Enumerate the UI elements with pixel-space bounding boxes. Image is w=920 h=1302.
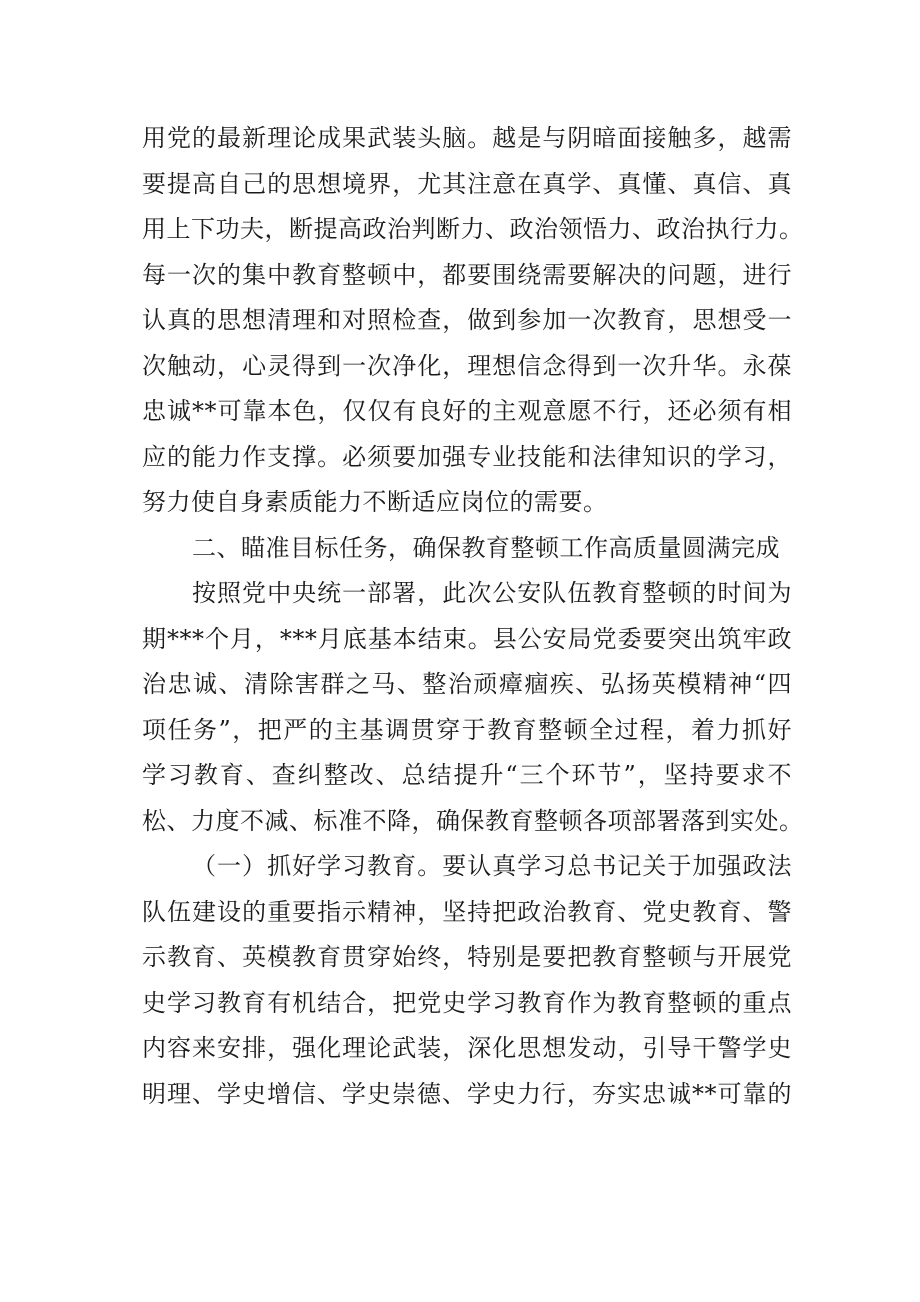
text-line: 项任务”，把严的主基调贯穿于教育整顿全过程，着力抓好 bbox=[142, 715, 792, 744]
text-line: 二、瞄准目标任务，确保教育整顿工作高质量圆满完成 bbox=[192, 533, 780, 562]
text-line: 忠诚**可靠本色，仅仅有良好的主观意愿不行，还必须有相 bbox=[142, 397, 792, 425]
text-line: 认真的思想清理和对照检查，做到参加一次教育，思想受一 bbox=[142, 306, 792, 334]
text-line: 每一次的集中教育整顿中，都要围绕需要解决的问题，进行 bbox=[142, 260, 792, 289]
text-line: 要提高自己的思想境界，尤其注意在真学、真懂、真信、真 bbox=[142, 169, 792, 198]
text-line: 次触动，心灵得到一次净化，理想信念得到一次升华。永葆 bbox=[142, 351, 792, 380]
text-line: 用上下功夫，断提高政治判断力、政治领悟力、政治执行力。 bbox=[142, 215, 804, 243]
text-line: 学习教育、查纠整改、总结提升“三个环节”，坚持要求不 bbox=[142, 761, 792, 789]
text-line: 松、力度不减、标准不降，确保教育整顿各项部署落到实处。 bbox=[142, 806, 804, 835]
text-line: 应的能力作支撑。必须要加强专业技能和法律知识的学习， bbox=[142, 442, 792, 471]
text-line: 用党的最新理论成果武装头脑。越是与阴暗面接触多，越需 bbox=[142, 124, 792, 152]
text-line: 队伍建设的重要指示精神，坚持把政治教育、党史教育、警 bbox=[142, 897, 792, 926]
text-line: 按照党中央统一部署，此次公安队伍教育整顿的时间为 bbox=[192, 579, 792, 607]
text-line: 期***个月，***月底基本结束。县公安局党委要突出筑牢政 bbox=[142, 624, 792, 653]
text-line: 示教育、英模教育贯穿始终，特别是要把教育整顿与开展党 bbox=[142, 943, 792, 971]
text-line: 努力使自身素质能力不断适应岗位的需要。 bbox=[142, 488, 608, 516]
text-line: 明理、学史增信、学史崇德、学史力行，夯实忠诚**可靠的 bbox=[142, 1079, 792, 1108]
text-line: 治忠诚、清除害群之马、整治顽瘴痼疾、弘扬英模精神“四 bbox=[142, 670, 792, 698]
text-line: 内容来安排，强化理论武装，深化思想发动，引导干警学史 bbox=[142, 1034, 792, 1062]
document-body bbox=[142, 116, 804, 1117]
text-line: 史学习教育有机结合，把党史学习教育作为教育整顿的重点 bbox=[142, 988, 792, 1017]
text-line: （一）抓好学习教育。要认真学习总书记关于加强政法 bbox=[192, 852, 792, 880]
